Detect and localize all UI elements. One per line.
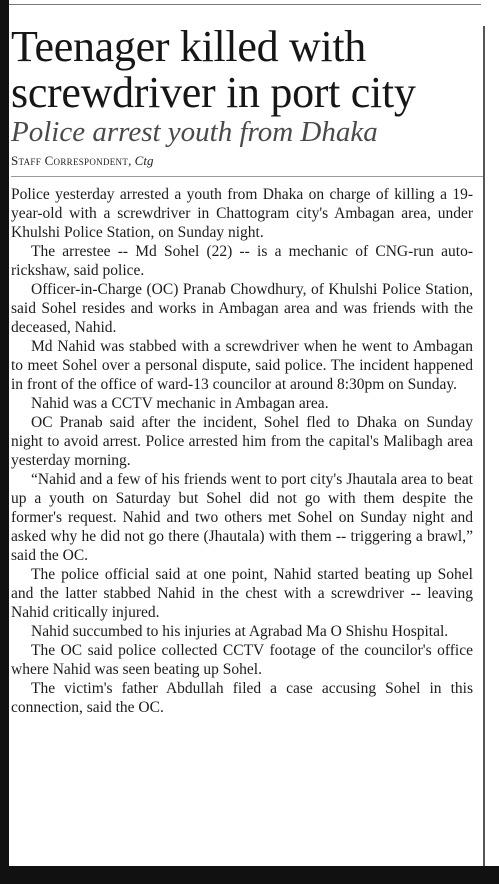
article-body [11,185,473,717]
paragraph: Nahid succumbed to his injuries at Agrabad Ma O Shishu Hospital. [31,623,449,640]
paragraph: The victim's father Abdullah filed a case accusing Sohel in this connection, said the OC. [11,680,473,716]
top-edge-line [9,4,485,5]
byline-separator: , [128,153,135,168]
right-column-rule [483,26,485,866]
headline: Teenager killed with screwdriver in port city [11,22,416,117]
byline-author: Staff Correspondent [11,153,129,168]
paragraph: OC Pranab said after the incident, Sohel fled to Dhaka on Sunday night to avoid arrest. Police arrested him from the capital's Malibagh area yesterday morning. [11,414,473,469]
left-dark-border [0,0,9,884]
paragraph: Nahid was a CCTV mechanic in Ambagan area. [31,395,329,412]
paragraph: “Nahid and a few of his friends went to port city's Jhautala area to beat up a youth on Saturday but Sohel did not go with them despite the former's request. Nahid and two others met Sohel on Sunday night and asked why he did not go there (Jhautala) with them -- triggering a brawl,” said the OC. [11,471,473,564]
byline-divider [11,176,483,177]
byline-location: Ctg [134,153,154,168]
paragraph: Officer-in-Charge (OC) Pranab Chowdhury, of Khulshi Police Station, said Sohel resides and works in Ambagan area and was friends with the deceased, Nahid. [11,281,473,336]
paragraph: Md Nahid was stabbed with a screwdriver when he went to Ambagan to meet Sohel over a personal dispute, said police. The incident happened in front of the office of ward-13 councilor at around 8:30pm on Sunday. [11,338,473,393]
bottom-dark-border [0,866,499,884]
byline [11,152,473,170]
news-article [11,24,473,717]
paragraph: The OC said police collected CCTV footage of the councilor's office where Nahid was seen beating up Sohel. [11,642,473,678]
subheadline: Police arrest youth from Dhaka [11,116,378,148]
paragraph: Police yesterday arrested a youth from Dhaka on charge of killing a 19-year-old with a screwdriver in Chattogram city's Ambagan area, under Khulshi Police Station, on Sunday night. [11,186,473,241]
paragraph: The police official said at one point, Nahid started beating up Sohel and the latter stabbed Nahid in the chest with a screwdriver -- leaving Nahid critically injured. [11,566,473,621]
paragraph: The arrestee -- Md Sohel (22) -- is a mechanic of CNG-run auto-rickshaw, said police. [11,243,473,279]
